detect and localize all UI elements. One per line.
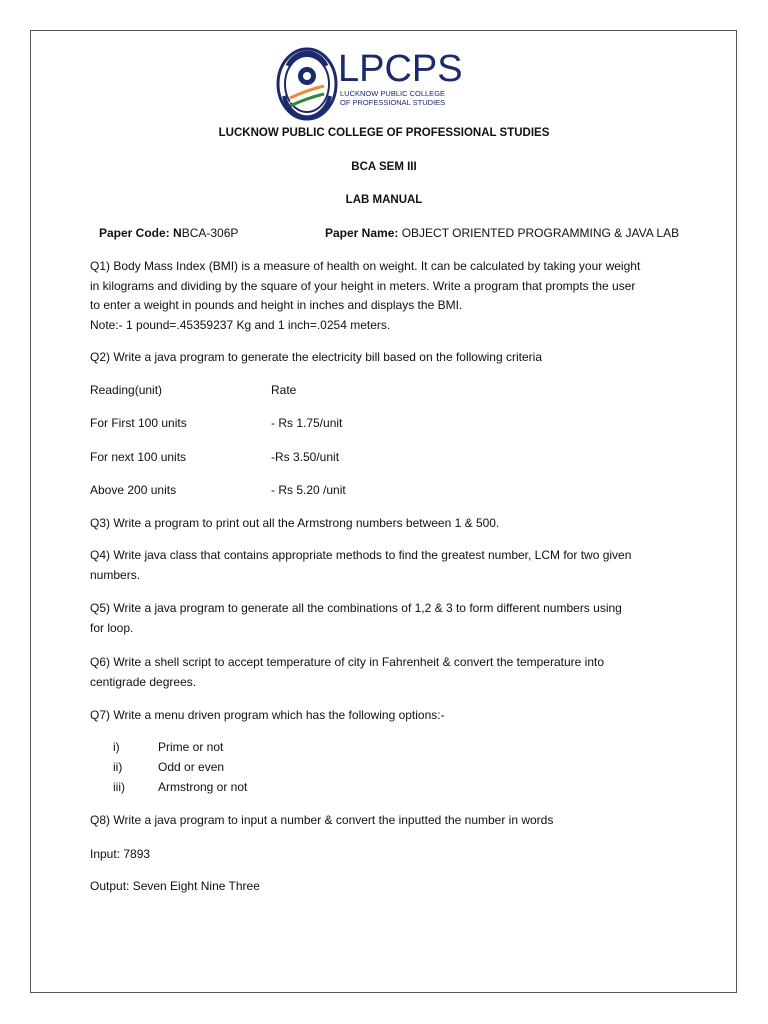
college-seal-icon (276, 46, 338, 122)
paper-name-value: OBJECT ORIENTED PROGRAMMING & JAVA LAB (398, 226, 680, 240)
logo-subtitle (340, 90, 445, 107)
rate-value: - Rs 1.75/unit (271, 416, 343, 430)
option-number: ii) (113, 760, 123, 774)
question-4 (90, 546, 690, 585)
question-text: to enter a weight in pounds and height in inches and displays the BMI. (90, 298, 463, 312)
course-title: BCA SEM III (351, 161, 417, 173)
sample-input: Input: 7893 (90, 847, 151, 861)
rate-reading: Above 200 units (90, 483, 177, 497)
option-text: Odd or even (158, 760, 225, 774)
rate-value: Rate (271, 383, 297, 397)
paper-code (99, 224, 238, 244)
question-text: Q6) Write a shell script to accept temperature of city in Fahrenheit & convert the temperature into (90, 655, 605, 669)
college-logo (276, 46, 476, 122)
rate-reading: Reading(unit) (90, 383, 163, 397)
option-text: Armstrong or not (158, 780, 248, 794)
rate-value: - Rs 5.20 /unit (271, 483, 346, 497)
question-text: for loop. (90, 620, 134, 635)
question-text: Q1) Body Mass Index (BMI) is a measure of health on weight. It can be calculated by taking your weight (90, 259, 641, 273)
question-1 (90, 257, 690, 335)
sample-output: Output: Seven Eight Nine Three (90, 879, 260, 893)
question-text: centigrade degrees. (90, 674, 197, 689)
option-number: i) (113, 740, 120, 754)
question-3: Q3) Write a program to print out all the Armstrong numbers between 1 & 500. (90, 516, 500, 530)
option-number: iii) (113, 780, 125, 794)
logo-wordmark: LPCPS (338, 48, 463, 90)
question-6 (90, 653, 690, 692)
question-7: Q7) Write a menu driven program which has the following options:- (90, 708, 445, 722)
document-title: LAB MANUAL (345, 194, 423, 206)
rate-reading: For First 100 units (90, 416, 187, 430)
paper-code-value: BCA-306P (181, 226, 239, 240)
logo-subtitle-line: LUCKNOW PUBLIC COLLEGE (340, 89, 446, 98)
paper-code-label: Paper Code: N (99, 226, 182, 240)
option-text: Prime or not (158, 740, 224, 754)
question-text: Q5) Write a java program to generate all the combinations of 1,2 & 3 to form different numbers using (90, 601, 622, 615)
question-text: numbers. (90, 567, 141, 582)
question-text: Q4) Write java class that contains appropriate methods to find the greatest number, LCM for two given (90, 548, 632, 562)
question-text: in kilograms and dividing by the square of your height in meters. Write a program that prompts the user (90, 278, 636, 293)
rate-reading: For next 100 units (90, 450, 187, 464)
question-5 (90, 599, 690, 638)
institution-name: LUCKNOW PUBLIC COLLEGE OF PROFESSIONAL STUDIES (218, 127, 550, 139)
rate-value: -Rs 3.50/unit (271, 450, 340, 464)
paper-name (325, 224, 679, 244)
question-2: Q2) Write a java program to generate the electricity bill based on the following criteria (90, 350, 542, 364)
question-note: Note:- 1 pound=.45359237 Kg and 1 inch=.0254 meters. (90, 317, 391, 332)
paper-name-label: Paper Name: (325, 226, 399, 240)
question-8: Q8) Write a java program to input a number & convert the inputted the number in words (90, 813, 554, 827)
logo-subtitle-line: OF PROFESSIONAL STUDIES (340, 97, 446, 107)
